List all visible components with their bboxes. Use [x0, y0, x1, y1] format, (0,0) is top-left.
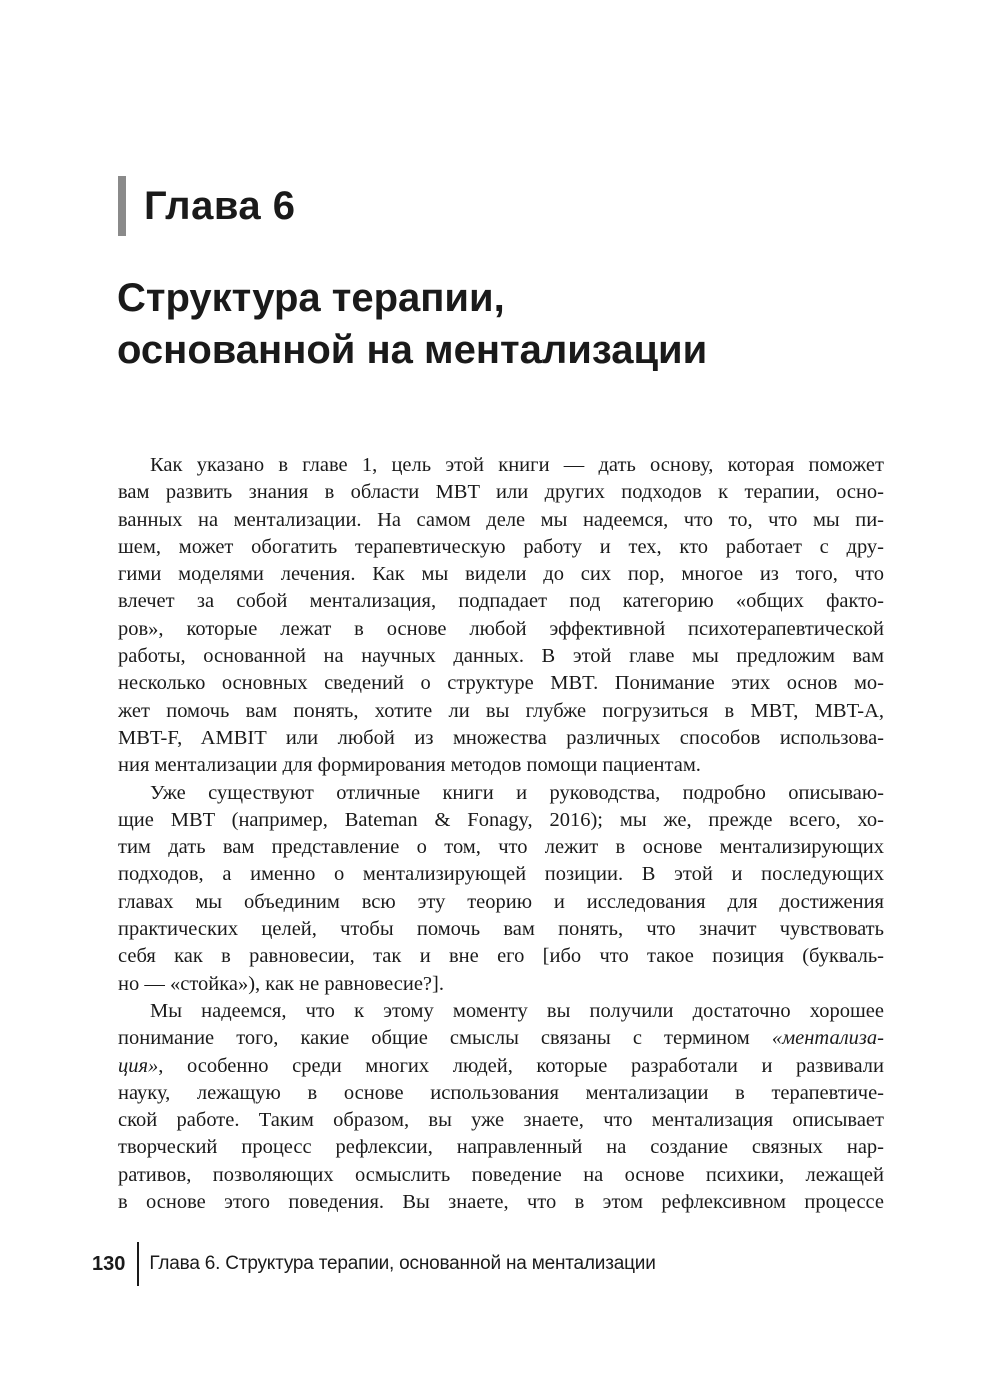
text-line: ров», которые лежат в основе любой эффективной психотерапевтической	[118, 617, 884, 640]
text-line	[118, 1025, 884, 1052]
text-segment: , особенно среди многих людей, которые разработали и развивали	[158, 1054, 884, 1077]
text-line: шем, может обогатить терапевтическую работу и тех, кто работает с дру-	[118, 535, 884, 558]
text-line: практических целей, чтобы помочь вам понять, что значит чувствовать	[118, 918, 884, 941]
page-footer	[92, 1242, 656, 1286]
text-line: вам развить знания в области MBT или других подходов к терапии, осно-	[118, 481, 884, 504]
text-line: жет помочь вам понять, хотите ли вы глубже погрузиться в MBT, MBT-A,	[118, 699, 884, 722]
chapter-title-line: Структура терапии,	[117, 276, 505, 320]
text-line: творческий процесс рефлексии, направленный на создание связных нар-	[118, 1136, 884, 1159]
text-line	[118, 1053, 884, 1080]
text-line: главах мы объединим всю эту теорию и исследования для достижения	[118, 890, 884, 913]
italic-term: «ментализа-	[771, 1027, 884, 1050]
text-line: щие MBT (например, Bateman & Fonagy, 2016); мы же, прежде всего, хо-	[118, 808, 884, 831]
text-line: ния ментализации для формирования методов помощи пациентам.	[118, 754, 701, 777]
text-line: подходов, а именно о ментализирующей позиции. В этой и последующих	[118, 863, 884, 886]
text-line: в основе этого поведения. Вы знаете, что в этом рефлексивном процессе	[118, 1191, 884, 1214]
running-title: Глава 6. Структура терапии, основанной на ментализации	[149, 1253, 656, 1274]
text-line: науку, лежащую в основе использования ментализации в терапевтиче-	[118, 1081, 884, 1104]
text-line: Уже существуют отличные книги и руководства, подробно описываю-	[150, 781, 884, 804]
text-line: Как указано в главе 1, цель этой книги — дать основу, которая поможет	[150, 454, 884, 476]
text-line: гими моделями лечения. Как мы видели до сих пор, многое из того, что	[118, 563, 884, 586]
text-line: работы, основанной на научных данных. В этой главе мы предложим вам	[118, 645, 884, 668]
text-line: тим дать вам представление о том, что лежит в основе ментализирующих	[118, 836, 884, 859]
footer-divider	[137, 1242, 139, 1286]
chapter-accent-bar	[118, 176, 126, 236]
text-line: ванных на ментализации. На самом деле мы надеемся, что то, что мы пи-	[118, 508, 884, 531]
chapter-title	[117, 272, 897, 376]
text-line: MBT-F, AMBIT или любой из множества различных способов использова-	[118, 726, 884, 749]
text-line: но — «стойка»), как не равновесие?].	[118, 972, 444, 995]
text-line: влечет за собой ментализация, подпадает под категорию «общих факто-	[118, 590, 884, 613]
italic-term: ция»	[118, 1054, 159, 1077]
text-segment: понимание того, какие общие смыслы связаны с термином	[118, 1027, 750, 1050]
chapter-number: Глава 6	[144, 183, 296, 228]
text-line: несколько основных сведений о структуре MBT. Понимание этих основ мо-	[118, 672, 884, 695]
text-line: Мы надеемся, что к этому моменту вы получили достаточно хорошее	[150, 999, 884, 1022]
page-number: 130	[92, 1252, 126, 1275]
text-line: ской работе. Таким образом, вы уже знаете, что ментализация описывает	[118, 1109, 884, 1132]
text-line: ративов, позволяющих осмыслить поведение на основе психики, лежащей	[118, 1163, 884, 1186]
chapter-label	[118, 176, 296, 236]
body-text	[118, 452, 884, 1216]
chapter-title-line: основанной на ментализации	[117, 328, 708, 372]
text-line: себя как в равновесии, так и вне его [ибо что такое позиция (букваль-	[118, 945, 884, 968]
